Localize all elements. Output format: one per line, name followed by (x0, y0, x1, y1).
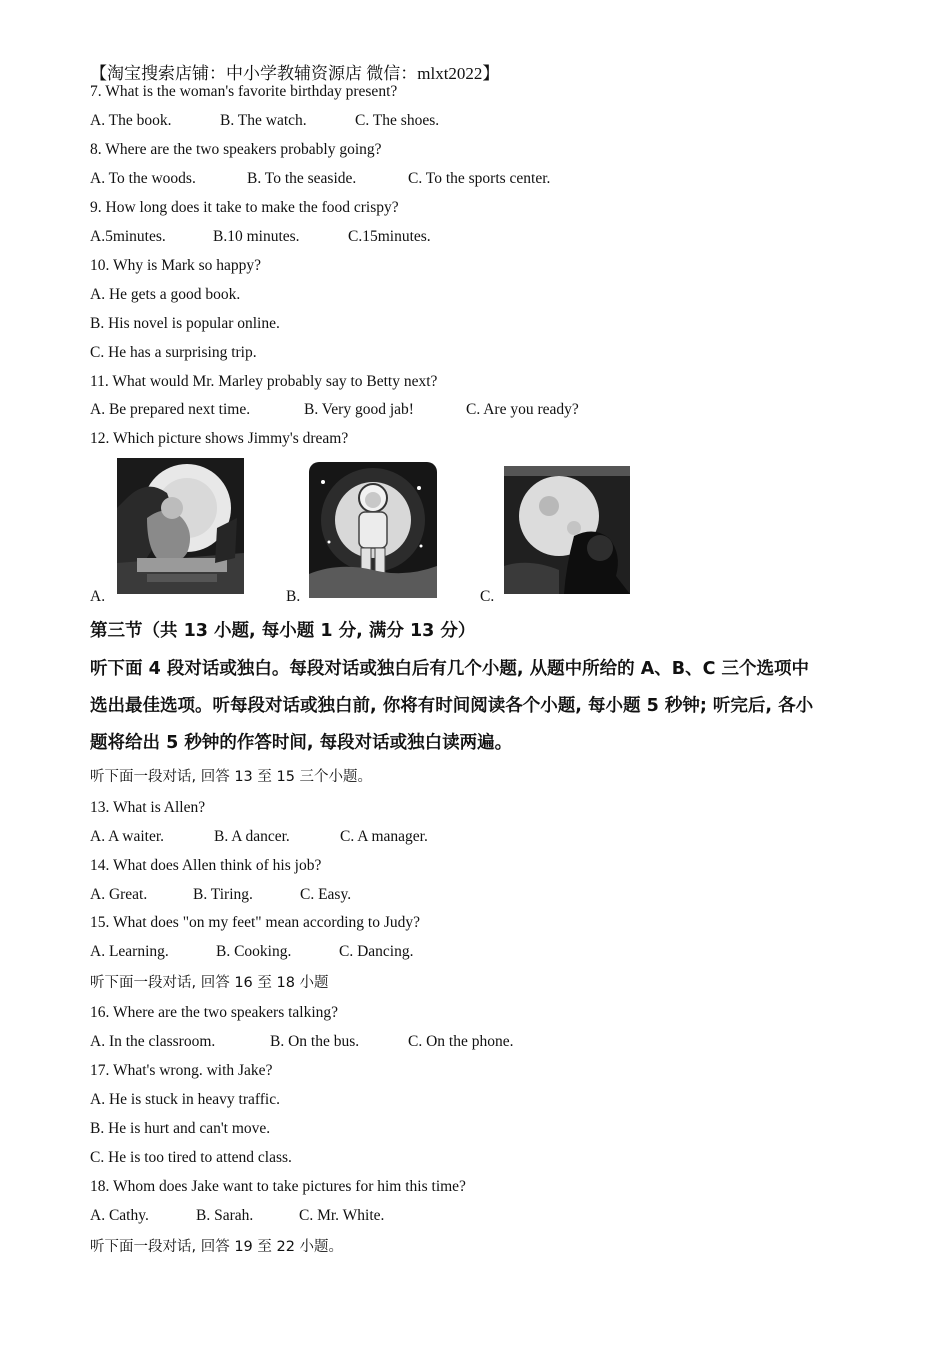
option-b: B. Very good jab! (304, 401, 414, 418)
option-b: B.10 minutes. (213, 228, 300, 245)
question-17: 17. What's wrong. with Jake? (90, 1062, 273, 1079)
dialog-2-instruction: 听下面一段对话, 回答 16 至 18 小题 (90, 975, 329, 991)
question-17-option-a: A. He is stuck in heavy traffic. (90, 1091, 280, 1108)
question-12: 12. Which picture shows Jimmy's dream? (90, 430, 349, 447)
picture-c-illustration (504, 466, 630, 594)
question-7: 7. What is the woman's favorite birthday present? (90, 83, 398, 100)
option-c: C. On the phone. (408, 1033, 514, 1050)
page-header: 【淘宝搜索店铺：中小学教辅资源店 微信：mlxt2022】 (90, 64, 500, 83)
question-14: 14. What does Allen think of his job? (90, 857, 322, 874)
option-b: B. To the seaside. (247, 170, 357, 187)
dialog-3-instruction: 听下面一段对话, 回答 19 至 22 小题。 (90, 1239, 344, 1255)
option-a: A. Learning. (90, 943, 169, 960)
option-a: A. Cathy. (90, 1207, 149, 1224)
picture-b-label: B. (286, 588, 301, 605)
question-10-option-c: C. He has a surprising trip. (90, 344, 257, 361)
question-10: 10. Why is Mark so happy? (90, 257, 262, 274)
picture-a-label: A. (90, 588, 106, 605)
question-9: 9. How long does it take to make the food crispy? (90, 199, 399, 216)
question-15: 15. What does "on my feet" mean according to Judy? (90, 914, 421, 931)
option-c: C. A manager. (340, 828, 428, 845)
option-c: C. The shoes. (355, 112, 440, 129)
question-18: 18. Whom does Jake want to take pictures for him this time? (90, 1178, 466, 1195)
dialog-1-instruction: 听下面一段对话, 回答 13 至 15 三个小题。 (90, 769, 373, 785)
option-a: A. Great. (90, 886, 148, 903)
option-c: C.15minutes. (348, 228, 431, 245)
option-c: C. Mr. White. (299, 1207, 385, 1224)
question-10-option-a: A. He gets a good book. (90, 286, 241, 303)
option-a: A. In the classroom. (90, 1033, 216, 1050)
option-c: C. Dancing. (339, 943, 414, 960)
question-17-option-c: C. He is too tired to attend class. (90, 1149, 292, 1166)
picture-a (117, 458, 244, 594)
option-c: C. Easy. (300, 886, 352, 903)
option-b: B. On the bus. (270, 1033, 360, 1050)
option-b: B. Tiring. (193, 886, 253, 903)
picture-b (309, 462, 437, 598)
picture-c-label: C. (480, 588, 495, 605)
option-b: B. The watch. (220, 112, 307, 129)
option-a: A. To the woods. (90, 170, 196, 187)
section-3-instruction-line-2: 选出最佳选项。听每段对话或独白前, 你将有时间阅读各个小题, 每小题 5 秒钟; 听完后, 各小 (90, 696, 814, 716)
option-a: A. The book. (90, 112, 172, 129)
picture-a-illustration (117, 458, 244, 594)
option-b: B. A dancer. (214, 828, 290, 845)
question-11: 11. What would Mr. Marley probably say to Betty next? (90, 373, 438, 390)
option-a: A. A waiter. (90, 828, 165, 845)
question-10-option-b: B. His novel is popular online. (90, 315, 280, 332)
option-c: C. Are you ready? (466, 401, 579, 418)
option-b: B. Sarah. (196, 1207, 254, 1224)
option-c: C. To the sports center. (408, 170, 551, 187)
question-8: 8. Where are the two speakers probably going? (90, 141, 382, 158)
section-3-instruction-line-3: 题将给出 5 秒钟的作答时间, 每段对话或独白读两遍。 (90, 733, 513, 753)
picture-c (504, 466, 630, 594)
option-a: A. Be prepared next time. (90, 401, 251, 418)
question-16: 16. Where are the two speakers talking? (90, 1004, 339, 1021)
question-13: 13. What is Allen? (90, 799, 206, 816)
picture-b-illustration (309, 462, 437, 598)
option-b: B. Cooking. (216, 943, 292, 960)
section-3-instruction-line-1: 听下面 4 段对话或独白。每段对话或独白后有几个小题, 从题中所给的 A、B、C 三个选项中 (90, 659, 810, 679)
section-3-title: 第三节（共 13 小题, 每小题 1 分, 满分 13 分） (90, 621, 476, 641)
question-17-option-b: B. He is hurt and can't move. (90, 1120, 271, 1137)
option-a: A.5minutes. (90, 228, 166, 245)
